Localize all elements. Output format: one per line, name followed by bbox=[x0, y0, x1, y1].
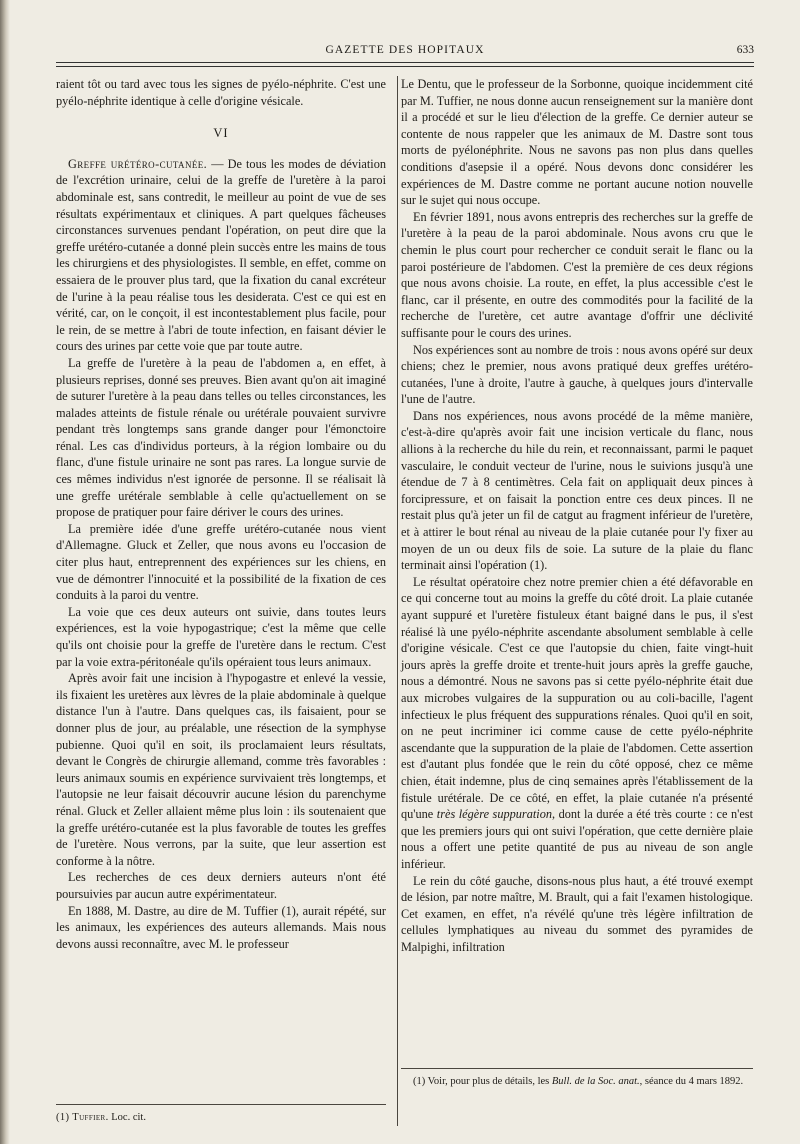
paragraph: La voie que ces deux auteurs ont suivie, dans toutes leurs expériences, est la voie hypogastrique; c'est la même que celle qu'ils ont choisie pour la greffe de l'uretère dans le rectum. C'est par la voie extra-péritonéale qu'ils opéraient tous leurs animaux. bbox=[56, 604, 386, 669]
section-heading: Greffe urétéro-cutanée. bbox=[68, 156, 208, 171]
header-double-rule bbox=[56, 62, 754, 67]
paragraph-greffe bbox=[56, 156, 386, 355]
paragraph: Après avoir fait une incision à l'hypogastre et enlevé la vessie, ils fixaient les uretères aux lèvres de la plaie abdominale à quelque distance l'un à l'autre. Dans quelques cas, ils faisaient, pour se donner plus de jour, au préalable, une résection de la symphyse pubienne. Quoi qu'il en soit, ils proclamaient leurs résultats, devant le Congrès de chirurgie allemand, comme très favorables : leurs animaux soumis en expérience survivaient très longtemps, et l'autopsie ne leur faisait découvrir aucune lésion du parenchyme rénal. Gluck et Zeller allaient même plus loin : ils soutenaient que la greffe urétéro-cutanée est la plus favorable de toutes les greffes de l'uretère. Nous verrons, par la suite, que leur assertion est conforme à la nôtre. bbox=[56, 671, 386, 868]
column-divider bbox=[397, 76, 398, 1126]
footnote-text: Loc. cit. bbox=[108, 1112, 146, 1123]
paragraph: En février 1891, nous avons entrepris des recherches sur la greffe de l'uretère à la peau de la paroi abdominale. Nous avons cru que le chemin le plus court pour rechercher ce conduit serait le flanc ou la paroi postérieure de l'abdomen. C'est la première de ces deux régions que nous avons choisie. La route, en effet, la plus accessible c'est le flanc, car il présente, en outre des commodités pour la facilité de la recherche de l'uretère, cet autre avantage d'offrir une déclivité suffisante pour le cours des urines. bbox=[401, 209, 753, 340]
footnote-right bbox=[401, 1075, 753, 1088]
footnote-citation: Bull. de la Soc. anat. bbox=[551, 1076, 640, 1087]
paragraph-continued: Le Dentu, que le professeur de la Sorbonne, quoique incidemment cité par M. Tuffier, ne nous donne aucun renseignement sur la manière dont il a procédé et sur le lieu d'élection de la greffe. Ce dernier auteur se contente de nous rappeler que les animaux de M. Dastre sont tous morts de pyélonéphrite. Nous ne savons pas non plus dans quelles conditions d'asepsie il a opéré. Nous devons donc considérer les expériences de M. Dastre comme ne portant aucune notion nouvelle sur le sujet qui nous occupe. bbox=[401, 77, 753, 208]
paragraph: Nos expériences sont au nombre de trois : nous avons opéré sur deux chiens; chez le premier, nous avons pratiqué deux greffes urétéro-cutanées, l'une à droite, l'autre à gauche, à quelques jours d'intervalle l'une de l'autre. bbox=[401, 342, 753, 407]
page-header bbox=[56, 40, 754, 62]
page-number: 633 bbox=[736, 44, 754, 56]
section-number: VI bbox=[213, 126, 229, 141]
paragraph: La greffe de l'uretère à la peau de l'abdomen a, en effet, à plusieurs reprises, donné ses preuves. Bien avant qu'on ait imaginé de suturer l'uretère à la peau dans telles ou telles circonstances, les malades atteints de fistule rénale ou urétérale pouvaient survivre pendant très longtemps sans grande danger pour l'émonctoire rénal. Les cas d'individus porteurs, à la région lombaire ou du flanc, d'une fistule urinaire ne sont pas rares. La longue survie de ces mêmes individus n'est ignorée de personne. Il se réalisait là une greffe urétérale semblable à celle qu'actuellement on se propose de pratiquer pour faire dériver le cours des urines. bbox=[56, 355, 386, 520]
paragraph: Les recherches de ces deux derniers auteurs n'ont été poursuivies par aucun autre expérimentateur. bbox=[56, 870, 386, 901]
footnote-author: (1) Tuffier. bbox=[56, 1112, 109, 1123]
page-spine-shadow bbox=[0, 0, 10, 1144]
footnote-text: (1) Voir, pour plus de détails, les bbox=[413, 1076, 552, 1087]
emphasis-text: très légère suppuration bbox=[436, 807, 553, 822]
paragraph-text: — De tous les modes de déviation de l'excrétion urinaire, celui de la greffe de l'uretère à la paroi abdominale est, sans contredit, le meilleur au point de vue de ses résultats expérimentaux et cliniques. A part quelques fâcheuses circonstances survenues pendant l'opération, on peut dire que la greffe urétéro-cutanée a donné plein succès entre les mains de tous les chirurgiens et des physiologistes. Il semble, en effet, comme on essaiera de le prouver plus tard, que la fixation du canal excréteur de l'urine à la peau réalise tous les desiderata. C'est ce qui est en vérité, car, on le conçoit, il est incontestablement plus facile, pour le rein, de se mettre à l'abri de toute infection, en faisant dévier le cours des urines par cette voie que par toute autre. bbox=[56, 156, 386, 354]
paragraph: Le rein du côté gauche, disons-nous plus haut, a été trouvé exempt de lésion, par notre maître, M. Brault, qui a fait l'examen histologique. Cet examen, en effet, n'a révélé qu'une très légère infiltration de cellules lymphatiques au niveau du sommet des pyramides de Malpighi, infiltration bbox=[401, 873, 753, 954]
paragraph: La première idée d'une greffe urétéro-cutanée nous vient d'Allemagne. Gluck et Zeller, que nous avons eu l'occasion de citer plus haut, entreprennent des expériences sur les chiens, en vue de démontrer l'innocuité et la possibilité de la fixation de ces conduits à la paroi du ventre. bbox=[56, 521, 386, 603]
footnote-text: , séance du 4 mars 1892. bbox=[639, 1076, 744, 1087]
footnote-rule bbox=[56, 1104, 386, 1105]
footnote-rule bbox=[401, 1068, 753, 1069]
footnote bbox=[401, 1075, 753, 1088]
paragraph-continued: raient tôt ou tard avec tous les signes de pyélo-néphrite. C'est une pyélo-néphrite identique à celle d'origine vésicale. bbox=[56, 77, 386, 108]
paragraph-text: Le résultat opératoire chez notre premier chien a été défavorable en ce qui concerne tout au moins la greffe du côté droit. La plaie cutanée ayant suppuré et l'uretère fistuleux étant baigné dans le pus, il s'est réalisé là une pyélo-néphrite ascendante absolument semblable à celle d'origine vésicale. C'est ce que l'autopsie du chien, faite vingt-huit jours après la greffe droite et trente-huit jours après la greffe gauche, nous a démontré. Nous ne savons pas si cette pyélo-néphrite était due aux microbes vulgaires de la suppuration ou au coli-bacille, l'agent infectieux le plus fréquent des suppurations rénales. Quoi qu'il en soit, on ne peut incriminer ici comme cause de cette pyélo-néphrite ascendante que la suppuration de la plaie de l'abdomen. Cette assertion est d'autant plus fondée que le rein du côté opposé, chez ce même chien, était indemne, plus de cinq semaines après l'établissement de la fistule urétérale. De ce côté, en effet, la plaie cutanée n'a présenté qu'une bbox=[401, 574, 753, 822]
paragraph-text: , dont la durée a été très courte : ce n'est que les premiers jours qui ont suivi l'opération, que cette dernière plaie nous a offert une petite quantité de pus au niveau de son angle inférieur. bbox=[401, 807, 753, 871]
left-column bbox=[56, 76, 386, 952]
paragraph: Dans nos expériences, nous avons procédé de la même manière, c'est-à-dire qu'après avoir fait une incision verticale du flanc, nous allions à la recherche du hile du rein, et reconnaissant, parmi le paquet vasculaire, le conduit vecteur de l'urine, nous le suivions jusqu'à une étendue de 7 à 8 centimètres. Cela fait on appliquait deux pinces à forcipressure, et on faisait la ponction entre ces deux pinces. Il ne restait plus qu'à jeter un fil de catgut au fragment inférieur de l'uretère, et à attirer le bout rénal au niveau de la plaie cutanée pour l'y fixer au moyen de un ou deux fils de soie. La suture de la plaie du flanc terminait ainsi l'opération (1). bbox=[401, 408, 753, 573]
paragraph bbox=[401, 574, 753, 873]
paragraph: En 1888, M. Dastre, au dire de M. Tuffier (1), aurait répété, sur les animaux, les expériences des auteurs allemands. Mais nous devons aussi reconnaître, avec M. le professeur bbox=[56, 903, 386, 951]
running-title: GAZETTE DES HOPITAUX bbox=[325, 44, 485, 56]
footnote-left bbox=[56, 1112, 386, 1123]
right-column bbox=[401, 76, 753, 955]
